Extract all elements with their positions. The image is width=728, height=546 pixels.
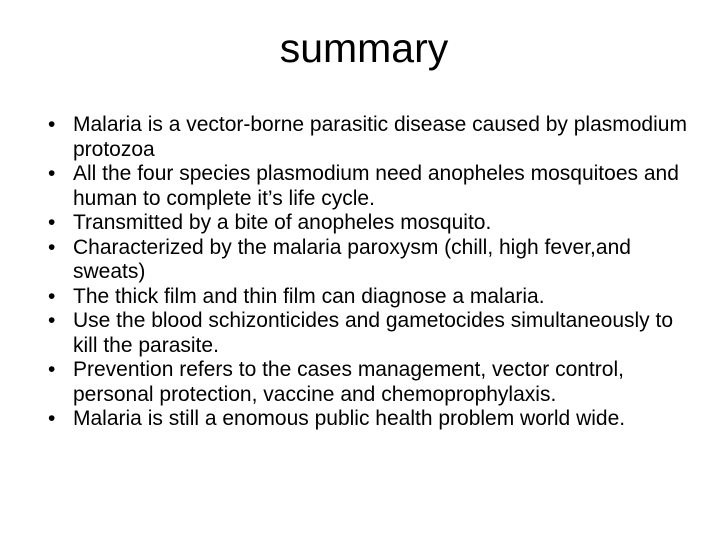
bullet-text: Characterized by the malaria paroxysm (chill, high fever,and sweats) [73,235,631,283]
bullet-item [48,358,688,407]
bullet-text: Transmitted by a bite of anopheles mosquito. [73,211,492,234]
bullet-item [48,162,688,211]
bullet-text: The thick film and thin film can diagnose a malaria. [73,284,545,308]
bullet-item [48,236,688,285]
bullet-item [48,113,688,162]
bullet-text: Prevention refers to the cases management, vector control, personal protection, vaccine and chemoprophylaxis. [73,358,624,406]
bullet-dot-icon: • [48,162,56,185]
bullet-dot-icon: • [48,309,56,332]
bullet-item [48,407,688,432]
bullet-text: Malaria is a vector-borne parasitic disease caused by plasmodium protozoa [73,113,687,161]
bullet-item [48,309,688,358]
bullet-dot-icon: • [48,113,56,136]
bullet-text: Use the blood schizonticides and gametocides simultaneously to kill the parasite. [73,309,674,357]
bullet-dot-icon: • [48,407,56,430]
bullet-dot-icon: • [48,211,56,234]
bullet-dot-icon: • [48,235,56,259]
bullet-item [48,285,688,310]
bullet-text: All the four species plasmodium need anopheles mosquitoes and human to complete it’s life cycle. [73,162,679,210]
slide-title: summary [279,25,449,71]
bullet-text: Malaria is still a enomous public health problem world wide. [73,407,626,430]
bullet-list [48,113,688,432]
bullet-item [48,211,688,236]
bullet-dot-icon: • [48,284,56,308]
bullet-dot-icon: • [48,358,56,381]
